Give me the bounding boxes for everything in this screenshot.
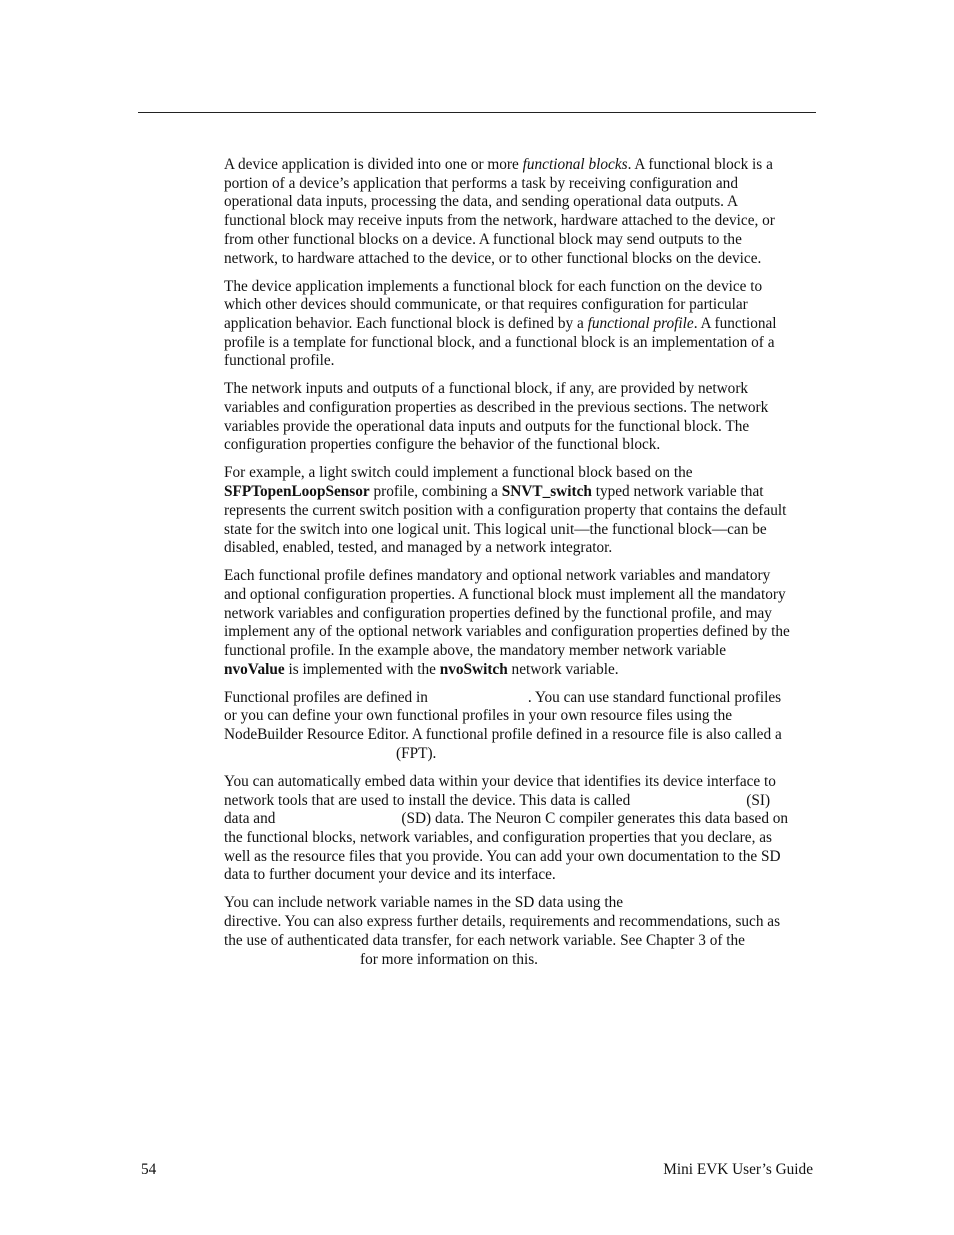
- body-text: [224, 156, 790, 979]
- paragraph-network-variable-names: [224, 894, 790, 969]
- paragraph-si-sd-data: [224, 773, 790, 885]
- text-run: directive. You can also express further details, requirements and recommendations, such as the use of authenticated data transfer, for each network variable. See Chapter 3 of the: [224, 913, 781, 949]
- text-run: For example, a light switch could implement a functional block based on the: [224, 464, 693, 482]
- term-snvt-switch: SNVT_switch: [501, 483, 592, 501]
- term-sfptopenloopsensor: SFPTopenLoopSensor: [224, 483, 370, 501]
- paragraph-network-inputs-outputs: The network inputs and outputs of a functional block, if any, are provided by network variables and configuration properties as described in the previous sections. The network variables provide the operational data inputs and outputs for the functional block. The configuration properties configure the behavior of the functional block.: [224, 380, 769, 454]
- text-run: (SI) data and: [224, 791, 771, 828]
- footer-guide-title: Mini EVK User’s Guide: [663, 1161, 813, 1178]
- paragraph-mandatory-optional: [224, 567, 790, 679]
- text-run: is implemented with the: [284, 660, 440, 678]
- text-run: . You can use standard functional profiles or you can define your own functional profiles in your own resource files using the NodeBuilder Resource Editor. A functional profile defined in a resource file is also called a: [224, 688, 782, 744]
- paragraph-functional-profiles-defined: [224, 689, 790, 764]
- text-run: (FPT).: [396, 744, 437, 762]
- term-nvovalue: nvoValue: [224, 660, 285, 678]
- text-run: You can include network variable names in the SD data using the: [224, 894, 624, 912]
- text-run: . A functional profile is a template for functional block, and a functional block is an implementation of a functional profile.: [224, 314, 777, 370]
- page-number: 54: [141, 1161, 157, 1178]
- term-functional-profile: functional profile: [587, 314, 694, 332]
- text-run: Each functional profile defines mandatory and optional network variables and mandatory and optional configuration properties. A functional block must implement all the mandatory network variables and configuration properties defined by the functional profile, and may implement any of the optional network variables and configuration properties defined by the functional profile. In the example above, the mandatory member network variable: [224, 567, 790, 660]
- paragraph-functional-blocks-intro: [224, 156, 790, 268]
- paragraph-functional-profile: [224, 278, 790, 372]
- text-run: (SD) data. The Neuron C compiler generates this data based on the functional blocks, network variables, and configuration properties that you declare, as well as the resource files that you provide. You can add your own documentation to the SD data to further document your device and its interface.: [224, 810, 789, 884]
- term-functional-blocks: functional blocks: [522, 156, 628, 173]
- text-run: The device application implements a functional block for each function on the device to which other devices should communicate, or that requires configuration for particular application behavior. Each functional block is defined by a: [224, 277, 763, 332]
- text-run: You can automatically embed data within your device that identifies its device interface to network tools that are used to install the device. This data is called: [224, 772, 776, 809]
- text-run: typed network variable that represents the current switch position with a configuration property that contains the default state for the switch into one logical unit. This logical unit—the functional block—can be disabled, enabled, tested, and managed by a network integrator.: [224, 483, 787, 557]
- header-rule: [138, 112, 816, 113]
- text-run: network variable.: [507, 660, 619, 678]
- term-nvoswitch: nvoSwitch: [439, 660, 508, 678]
- paragraph-light-switch-example: [224, 464, 790, 558]
- text-run: for more information on this.: [360, 950, 539, 968]
- text-run: Functional profiles are defined in: [224, 688, 428, 706]
- text-run: profile, combining a: [369, 483, 502, 501]
- text-run: A device application is divided into one or more: [224, 156, 523, 173]
- text-run: . A functional block is a portion of a device’s application that performs a task by receiving configuration and operational data inputs, processing the data, and sending operational data outputs. A functional block may receive inputs from the network, hardware attached to the device, or from other functional blocks on a device. A functional block may send outputs to the network, to hardware attached to the device, or to other functional blocks on the device.: [224, 156, 775, 267]
